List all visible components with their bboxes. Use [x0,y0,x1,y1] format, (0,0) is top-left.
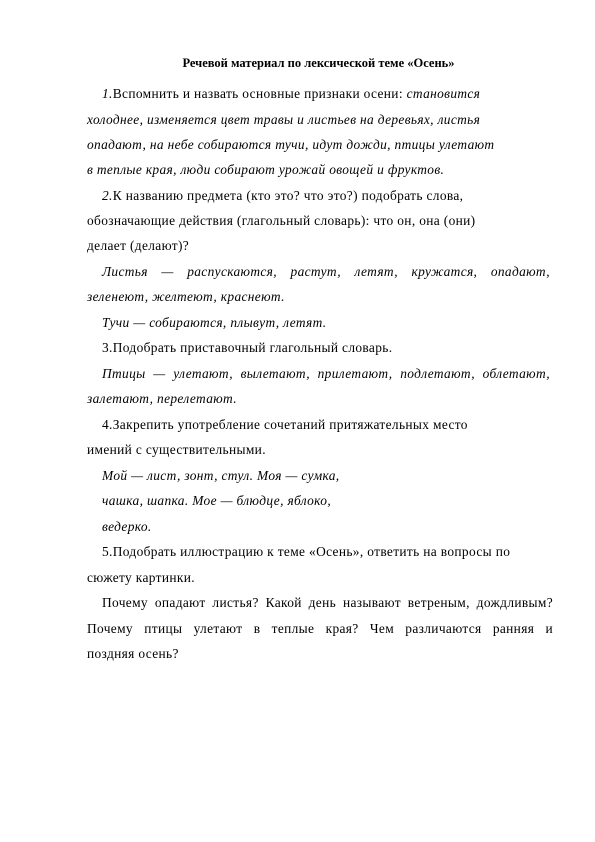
item-1-line-2: холоднее, изменяется цвет травы и листьев на деревьях, листья [87,112,481,127]
item-2-line-1 [102,188,463,204]
item-2-example-2: Тучи — собираются, плывут, летят. [102,315,327,330]
item-2-example-1-line-1: Листья — распускаются, растут, летят, кружатся, опадают, [102,264,550,279]
item-2-example-1-line-2: зеленеют, желтеют, краснеют. [87,289,285,304]
item-1-lead-italic: становится [406,86,481,101]
item-1-line-4: в теплые края, люди собирают урожай овощей и фруктов. [87,162,445,177]
item-5-questions-line-2: Почему птицы улетают в теплые края? Чем различаются ранняя и [87,621,553,636]
item-5-questions-line-1: Почему опадают листья? Какой день называют ветреным, дождливым? [102,595,553,610]
item-4-example-line-3: ведерко. [102,519,152,534]
item-4-example-line-2: чашка, шапка. Мое — блюдце, яблоко, [102,493,332,508]
item-2-number: 2. [102,188,113,203]
item-1-line-1 [102,86,480,102]
item-4-line-2: имений с существительными. [87,442,266,457]
item-1-lead: Вспомнить и назвать основные признаки осени: [112,86,407,101]
item-2-line-3: делает (делают)? [87,238,190,253]
item-2-line-2: обозначающие действия (глагольный словарь): что он, она (они) [87,213,476,228]
item-3-example-line-1: Птицы — улетают, вылетают, прилетают, подлетают, облетают, [102,366,550,381]
item-5-line-2: сюжету картинки. [87,570,195,585]
item-1-line-3: опадают, на небе собираются тучи, идут дожди, птицы улетают [87,137,495,152]
item-1-number: 1. [102,86,113,101]
page-title: Речевой материал по лексической теме «Осень» [182,56,455,70]
item-4-example-line-1: Мой — лист, зонт, стул. Моя — сумка, [102,468,340,483]
item-3-line-1: 3.Подобрать приставочный глагольный словарь. [102,340,393,355]
item-2-line-1-text: К названию предмета (кто это? что это?) подобрать слова, [112,188,464,203]
item-5-line-1: 5.Подобрать иллюстрацию к теме «Осень», ответить на вопросы по [102,544,511,559]
item-5-questions-line-3: поздняя осень? [87,646,179,661]
item-4-line-1: 4.Закрепить употребление сочетаний притяжательных место [102,417,468,432]
item-3-example-line-2: залетают, перелетают. [87,391,237,406]
